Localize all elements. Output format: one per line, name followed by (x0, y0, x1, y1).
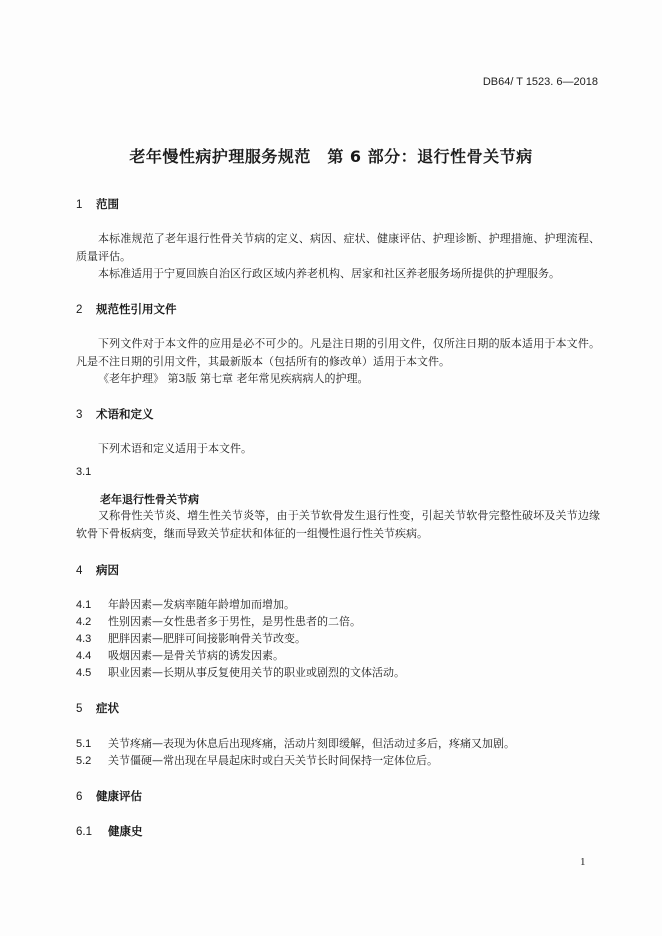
section-title: 健康评估 (96, 789, 142, 803)
section-title: 范围 (96, 197, 119, 211)
section-title: 规范性引用文件 (96, 302, 177, 316)
subsection-number: 3.1 (76, 466, 92, 478)
section-5-heading (76, 700, 119, 716)
list-item (76, 596, 295, 612)
item-number: 4.2 (76, 616, 92, 628)
paragraph: 《老年护理》 第3版 第七章 老年常见疾病病人的护理。 (98, 372, 369, 385)
list-item (76, 664, 405, 680)
section-number: 3 (76, 409, 83, 421)
list-item (76, 630, 306, 646)
section-2-heading (76, 301, 177, 317)
section-6-heading (76, 788, 142, 804)
item-text: 性别因素—女性患者多于男性，是男性患者的二倍。 (108, 615, 361, 628)
item-number: 4.4 (76, 650, 92, 662)
section-title: 症状 (96, 701, 119, 715)
document-title: 老年慢性病护理服务规范 第 6 部分：退行性骨关节病 (129, 147, 533, 166)
subsection-title: 健康史 (108, 824, 143, 838)
item-number: 4.1 (76, 599, 92, 611)
term-definition: 又称骨性关节炎、增生性关节炎等，由于关节软骨发生退行性变，引起关节软骨完整性破坏及关节边缘软骨下骨板病变，继而导致关节症状和体征的一组慢性退行性关节疾病。 (76, 509, 600, 540)
section-number: 4 (76, 565, 83, 577)
page-number: 1 (580, 856, 586, 868)
item-number: 5.2 (76, 755, 92, 767)
section-number: 1 (76, 199, 83, 211)
item-text: 关节疼痛—表现为休息后出现疼痛，活动片刻即缓解，但活动过多后，疼痛又加剧。 (108, 737, 515, 750)
paragraph: 本标准适用于宁夏回族自治区行政区域内养老机构、居家和社区养老服务场所提供的护理服务。 (98, 267, 560, 280)
paragraph: 本标准规范了老年退行性骨关节病的定义、病因、症状、健康评估、护理诊断、护理措施、护理流程、质量评估。 (76, 232, 600, 263)
term-name: 老年退行性骨关节病 (100, 493, 199, 506)
item-number: 5.1 (76, 738, 92, 750)
standard-number: DB64/ T 1523. 6—2018 (482, 76, 598, 88)
section-title: 病因 (96, 563, 119, 577)
item-text: 关节僵硬—常出现在早晨起床时或白天关节长时间保持一定体位后。 (108, 754, 438, 767)
item-text: 吸烟因素—是骨关节病的诱发因素。 (108, 649, 284, 662)
subsection-number: 6.1 (76, 826, 92, 838)
section-number: 5 (76, 703, 83, 715)
list-item (76, 735, 515, 751)
list-item (76, 647, 284, 663)
item-number: 4.5 (76, 667, 92, 679)
section-title: 术语和定义 (96, 407, 154, 421)
section-1-heading (76, 196, 119, 212)
item-text: 肥胖因素—肥胖可间接影响骨关节改变。 (108, 632, 306, 645)
section-3-heading (76, 406, 154, 422)
list-item (76, 613, 361, 629)
section-number: 2 (76, 304, 83, 316)
item-text: 年龄因素—发病率随年龄增加而增加。 (108, 598, 295, 611)
item-number: 4.3 (76, 633, 92, 645)
section-number: 6 (76, 791, 83, 803)
paragraph: 下列术语和定义适用于本文件。 (98, 442, 252, 455)
list-item (76, 752, 438, 768)
item-text: 职业因素—长期从事反复使用关节的职业或剧烈的文体活动。 (108, 666, 405, 679)
paragraph: 下列文件对于本文件的应用是必不可少的。凡是注日期的引用文件，仅所注日期的版本适用于本文件。凡是不注日期的引用文件，其最新版本（包括所有的修改单）适用于本文件。 (76, 337, 600, 368)
section-4-heading (76, 562, 119, 578)
subsection-6-1-heading (76, 823, 143, 839)
